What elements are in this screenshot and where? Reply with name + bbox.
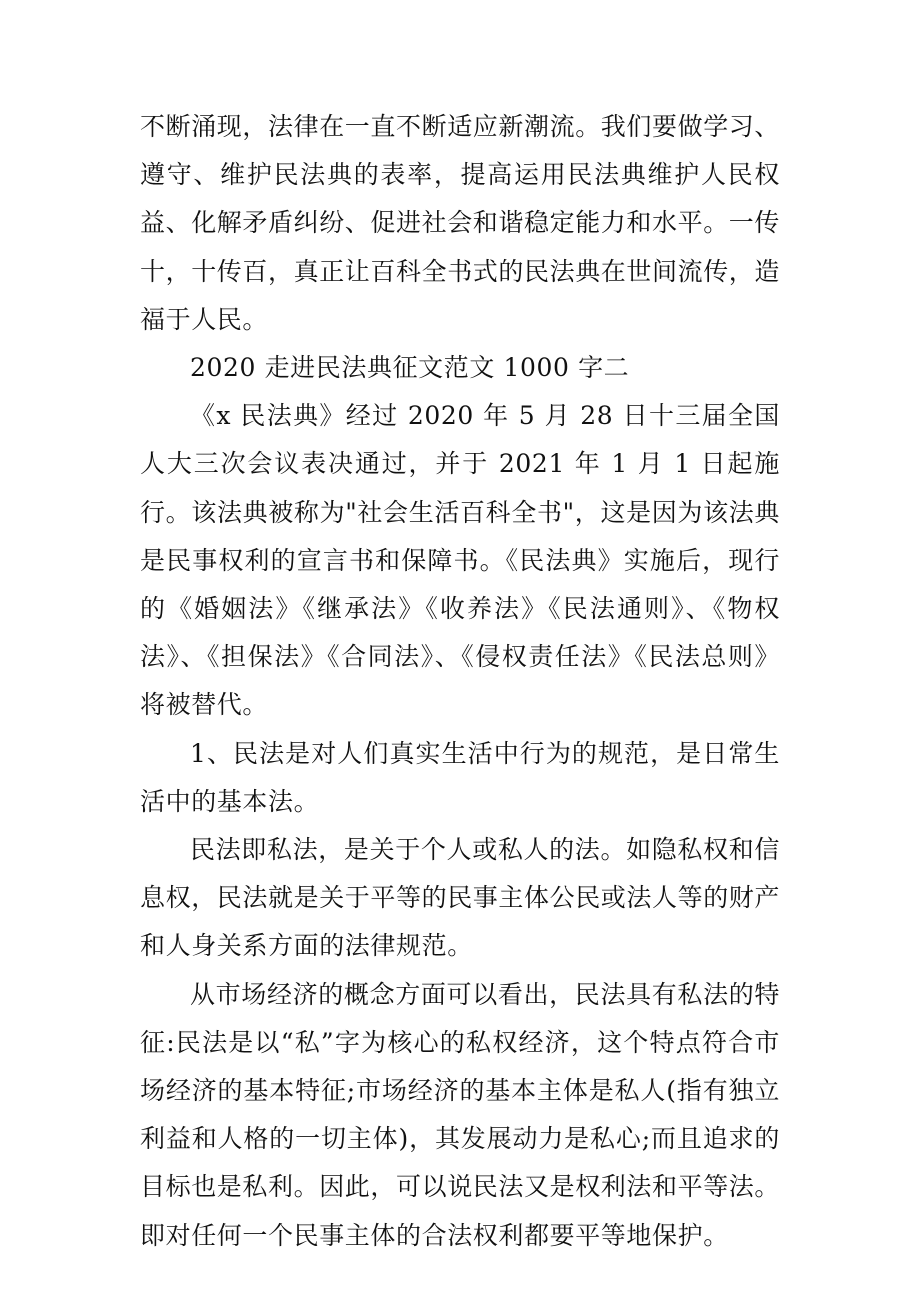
- paragraph-intro: 《x 民法典》经过 2020 年 5 月 28 日十三届全国人大三次会议表决通过，并于 2021 年 1 月 1 日起施行。该法典被称为"社会生活百科全书"，这是因为该法典是民事权利的宣言书和保障书。《民法典》实施后，现行的《婚姻法》《继承法》《收养法》《民法通则》、《物权法》、《担保法》《合同法》、《侵权责任法》《民法总则》将被替代。: [140, 401, 780, 720]
- paragraph-private-law: 民法即私法，是关于个人或私人的法。如隐私权和信息权，民法就是关于平等的民事主体公民或法人等的财产和人身关系方面的法律规范。: [140, 835, 781, 961]
- paragraph-market-economy: 从市场经济的概念方面可以看出，民法具有私法的特征:民法是以“私”字为核心的私权经济，这个特点符合市场经济的基本特征;市场经济的基本主体是私人(指有独立利益和人格的一切主体)，其发展动力是私心;而且追求的目标也是私利。因此，可以说民法又是权利法和平等法。即对任何一个民事主体的合法权利都要平等地保护。: [140, 979, 781, 1250]
- section-heading: 2020 走进民法典征文范文 1000 字二: [190, 353, 630, 383]
- document-body: [140, 103, 780, 1260]
- paragraph-point-1: 1、民法是对人们真实生活中行为的规范，是日常生活中的基本法。: [140, 738, 780, 816]
- paragraph-continuation: 不断涌现，法律在一直不断适应新潮流。我们要做学习、遵守、维护民法典的表率，提高运用民法典维护人民权益、化解矛盾纠纷、促进社会和谐稳定能力和水平。一传十，十传百，真正让百科全书式的民法典在世间流传，造福于人民。: [140, 112, 781, 334]
